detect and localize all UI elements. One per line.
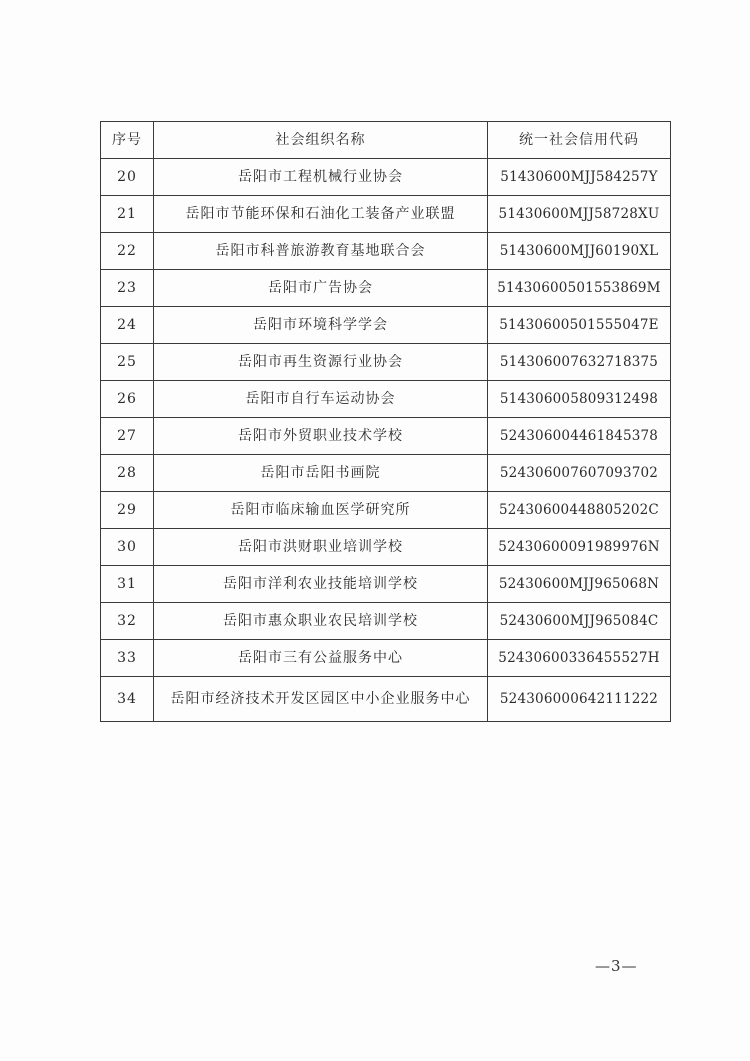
table-row (101, 640, 671, 677)
row-seq: 26 (101, 381, 154, 418)
row-name: 岳阳市惠众职业农民培训学校 (154, 603, 488, 640)
row-name: 岳阳市洪财职业培训学校 (154, 529, 488, 566)
table-row (101, 492, 671, 529)
table-row (101, 603, 671, 640)
row-code: 524306000642111222 (488, 677, 671, 722)
row-code: 52430600MJJ965084C (488, 603, 671, 640)
row-seq: 31 (101, 566, 154, 603)
row-seq: 33 (101, 640, 154, 677)
row-seq: 29 (101, 492, 154, 529)
row-code: 52430600448805202C (488, 492, 671, 529)
table-row (101, 196, 671, 233)
table-row (101, 233, 671, 270)
row-seq: 23 (101, 270, 154, 307)
row-code: 51430600MJJ584257Y (488, 159, 671, 196)
organization-table (100, 121, 671, 722)
table-header-row (101, 122, 671, 159)
header-seq: 序号 (101, 122, 154, 159)
table-row (101, 159, 671, 196)
table-row (101, 344, 671, 381)
row-name: 岳阳市岳阳书画院 (154, 455, 488, 492)
row-seq: 28 (101, 455, 154, 492)
row-name: 岳阳市自行车运动协会 (154, 381, 488, 418)
row-code: 524306004461845378 (488, 418, 671, 455)
header-code: 统一社会信用代码 (488, 122, 671, 159)
row-seq: 20 (101, 159, 154, 196)
row-seq: 27 (101, 418, 154, 455)
row-seq: 30 (101, 529, 154, 566)
row-name: 岳阳市工程机械行业协会 (154, 159, 488, 196)
row-code: 51430600MJJ58728XU (488, 196, 671, 233)
row-seq: 34 (101, 677, 154, 722)
row-code: 51430600MJJ60190XL (488, 233, 671, 270)
row-name: 岳阳市外贸职业技术学校 (154, 418, 488, 455)
table-row (101, 270, 671, 307)
row-name: 岳阳市广告协会 (154, 270, 488, 307)
table-row (101, 455, 671, 492)
header-name: 社会组织名称 (154, 122, 488, 159)
row-name: 岳阳市洋利农业技能培训学校 (154, 566, 488, 603)
table-row (101, 418, 671, 455)
row-seq: 32 (101, 603, 154, 640)
table-row (101, 529, 671, 566)
row-seq: 24 (101, 307, 154, 344)
row-code: 524306007607093702 (488, 455, 671, 492)
row-code: 514306005809312498 (488, 381, 671, 418)
row-code: 51430600501555047E (488, 307, 671, 344)
table-row (101, 381, 671, 418)
row-code: 51430600501553869M (488, 270, 671, 307)
row-name: 岳阳市再生资源行业协会 (154, 344, 488, 381)
row-name: 岳阳市临床输血医学研究所 (154, 492, 488, 529)
row-name: 岳阳市经济技术开发区园区中小企业服务中心 (154, 677, 488, 722)
row-code: 52430600MJJ965068N (488, 566, 671, 603)
row-seq: 25 (101, 344, 154, 381)
table-row (101, 566, 671, 603)
page-number: —3— (595, 957, 638, 975)
row-seq: 22 (101, 233, 154, 270)
row-name: 岳阳市科普旅游教育基地联合会 (154, 233, 488, 270)
row-name: 岳阳市三有公益服务中心 (154, 640, 488, 677)
table-row (101, 307, 671, 344)
row-code: 52430600091989976N (488, 529, 671, 566)
row-name: 岳阳市节能环保和石油化工装备产业联盟 (154, 196, 488, 233)
row-seq: 21 (101, 196, 154, 233)
table-row (101, 677, 671, 722)
row-code: 514306007632718375 (488, 344, 671, 381)
row-name: 岳阳市环境科学学会 (154, 307, 488, 344)
row-code: 52430600336455527H (488, 640, 671, 677)
